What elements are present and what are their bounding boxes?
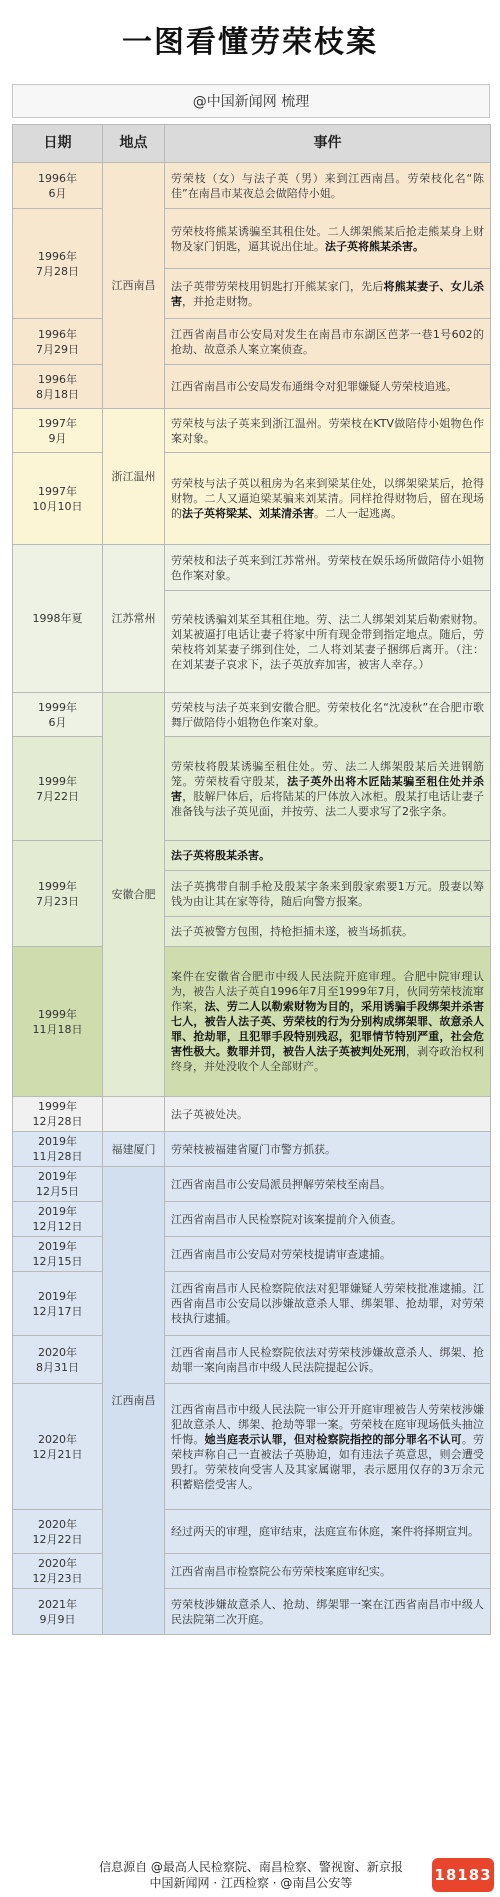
table-row <box>13 1384 491 1510</box>
event-text: ，剥夺政治权利终身，并处没收个人全部财产。 <box>171 1045 485 1073</box>
table-row <box>13 1589 491 1635</box>
row-event: 江西省南昌市检察院公布劳荣枝案庭审纪实。 <box>165 1554 491 1589</box>
event-bold-text: 将熊某妻子、女儿杀害 <box>171 279 485 308</box>
table-row <box>13 1272 491 1336</box>
row-event <box>165 1384 491 1510</box>
event-text: 。劳荣枝声称自己一直被法子英胁迫，如有违法子英意思，则会遭受毁打。劳荣枝向受害人及其家属谢罪，表示愿用仅存的3万余元积蓄赔偿受害人。 <box>171 1432 485 1491</box>
row-event: 法子英携带自制手枪及殷某字条来到殷家索要1万元。殷妻以筹钱为由让其在家等待，随后向警方报案。 <box>165 871 491 917</box>
row-event: 江西省南昌市公安局发布通缉令对犯罪嫌疑人劳荣枝追逃。 <box>165 365 491 409</box>
row-event <box>165 947 491 1097</box>
row-date: 2019年 12月17日 <box>13 1272 103 1336</box>
event-text: 劳荣枝将殷某诱骗至租住处。劳、法二人绑架殷某后关进钢筋笼。劳荣枝看守殷某， <box>171 759 484 788</box>
row-date: 2020年 12月22日 <box>13 1510 103 1554</box>
row-event: 经过两天的审理，庭审结束，法庭宣布休庭，案件将择期宣判。 <box>165 1510 491 1554</box>
table-row <box>13 319 491 365</box>
row-place-empty <box>103 1097 165 1132</box>
event-bold-text: 法子英将熊某杀害。 <box>325 239 424 253</box>
table-row <box>13 545 491 591</box>
row-place: 安徽合肥 <box>103 693 165 1097</box>
source-footer <box>12 1856 490 1894</box>
table-row <box>13 453 491 545</box>
event-bold-text: 法、劳二人以勒索财物为目的，采用诱骗手段绑架并杀害七人，被告人法子英、劳荣枝的行为分别构成绑架罪、故意杀人罪、抢劫罪，且犯罪手段特别残忍，犯罪情节特别严重，社会危害性极大。数罪并罚，被告人法子英被判处死刑 <box>171 1000 485 1058</box>
footer-line-2: 中国新闻网 · 江西检察 · @南昌公安等 <box>149 1876 353 1890</box>
row-event: 劳荣枝与法子英来到安徽合肥。劳荣枝化名“沈凌秋”在合肥市歌舞厅做陪侍小姐物色作案对象。 <box>165 693 491 737</box>
row-event: 劳荣枝诱骗刘某至其租住地。劳、法二人绑架刘某后勒索财物。刘某被逼打电话让妻子将家中所有现金带到指定地点。随后，劳荣枝将刘某妻子绑到住处，二人将刘某妻子捆绑后离开。（注：在刘某妻子哀求下，法子英放弃加害，被害人幸存。） <box>165 591 491 693</box>
table-row <box>13 693 491 737</box>
row-event <box>165 269 491 319</box>
row-date: 1999年 7月22日 <box>13 737 103 841</box>
row-date: 1999年 7月23日 <box>13 841 103 947</box>
row-event: 江西省南昌市公安局对劳荣枝提请审查逮捕。 <box>165 1237 491 1272</box>
row-date: 2019年 12月12日 <box>13 1202 103 1237</box>
timeline-table <box>12 124 491 1635</box>
row-date: 1997年 9月 <box>13 409 103 453</box>
row-event: 法子英被处决。 <box>165 1097 491 1132</box>
site-logo-badge: 18183 <box>432 1858 494 1892</box>
page-subtitle: @中国新闻网 梳理 <box>12 84 490 118</box>
row-date: 1999年 12月28日 <box>13 1097 103 1132</box>
header-place: 地点 <box>103 125 165 163</box>
row-place: 江苏常州 <box>103 545 165 693</box>
event-text: 劳荣枝将熊某诱骗至其租住处。二人绑架熊某后抢走熊某身上财物及家门钥匙，逼其说出住址。 <box>171 224 484 253</box>
row-place: 浙江温州 <box>103 409 165 545</box>
row-date: 2020年 8月31日 <box>13 1336 103 1384</box>
row-event <box>165 453 491 545</box>
table-row <box>13 1237 491 1272</box>
row-date: 2019年 12月15日 <box>13 1237 103 1272</box>
row-date: 2021年 9月9日 <box>13 1589 103 1635</box>
row-event <box>165 841 491 871</box>
event-bold-text: 法子英将殷某杀害。 <box>171 849 270 862</box>
row-date: 1996年 6月 <box>13 163 103 209</box>
row-date: 1996年 7月28日 <box>13 209 103 319</box>
row-date: 2019年 11月28日 <box>13 1132 103 1167</box>
table-row <box>13 737 491 841</box>
row-event <box>165 209 491 269</box>
table-row <box>13 1202 491 1237</box>
row-event: 江西省南昌市人民检察院对该案提前介入侦查。 <box>165 1202 491 1237</box>
row-place: 江西南昌 <box>103 163 165 409</box>
table-row <box>13 1336 491 1384</box>
row-event: 劳荣枝和法子英来到江苏常州。劳荣枝在娱乐场所做陪侍小姐物色作案对象。 <box>165 545 491 591</box>
event-text: 江西省南昌市中级人民法院一审公开开庭审理被告人劳荣枝涉嫌犯故意杀人、绑架、抢劫等罪一案。劳荣枝在庭审现场低头抽泣忏悔。 <box>171 1402 484 1446</box>
table-row <box>13 209 491 269</box>
row-date: 1996年 7月29日 <box>13 319 103 365</box>
row-event: 江西省南昌市人民检察院依法对劳荣枝涉嫌故意杀人、绑架、抢劫罪一案向南昌市中级人民法院提起公诉。 <box>165 1336 491 1384</box>
table-row <box>13 163 491 209</box>
table-row <box>13 1097 491 1132</box>
row-date: 1999年 6月 <box>13 693 103 737</box>
row-place: 江西南昌 <box>103 1167 165 1635</box>
event-bold-text: 法子英将梁某、刘某清杀害 <box>182 507 314 520</box>
row-event: 江西省南昌市人民检察院依法对犯罪嫌疑人劳荣枝批准逮捕。江西省南昌市公安局以涉嫌故意杀人罪、绑架罪、抢劫罪，对劳荣枝执行逮捕。 <box>165 1272 491 1336</box>
header-date: 日期 <box>13 125 103 163</box>
row-place: 福建厦门 <box>103 1132 165 1167</box>
event-text: ，并抢走财物。 <box>182 294 259 308</box>
row-date: 1996年 8月18日 <box>13 365 103 409</box>
row-event <box>165 737 491 841</box>
row-date: 2019年 12月5日 <box>13 1167 103 1202</box>
table-row <box>13 1510 491 1554</box>
row-event: 江西省南昌市公安局对发生在南昌市东湖区芭茅一巷1号602的抢劫、故意杀人案立案侦查。 <box>165 319 491 365</box>
row-date: 1998年夏 <box>13 545 103 693</box>
row-event: 劳荣枝（女）与法子英（男）来到江西南昌。劳荣枝化名“陈佳”在南昌市某夜总会做陪侍小姐。 <box>165 163 491 209</box>
event-text: 案件在安徽省合肥市中级人民法院开庭审理。合肥中院审理认为，被告人法子英自1996年7月至1999年7月，伙同劳荣枝流窜作案， <box>171 970 484 1013</box>
event-bold-text: 她当庭表示认罪，但对检察院指控的部分罪名不认可 <box>204 1432 462 1446</box>
table-row <box>13 1554 491 1589</box>
table-row <box>13 1132 491 1167</box>
row-event: 劳荣枝被福建省厦门市警方抓获。 <box>165 1132 491 1167</box>
table-row <box>13 841 491 871</box>
row-event: 劳荣枝与法子英来到浙江温州。劳荣枝在KTV做陪侍小姐物色作案对象。 <box>165 409 491 453</box>
table-row <box>13 365 491 409</box>
event-text: 法子英带劳荣枝用钥匙打开熊某家门，先后 <box>171 279 384 293</box>
event-bold-text: 法子英外出将木匠陆某骗至租住处并杀害 <box>171 774 485 803</box>
event-text: 劳荣枝与法子英以租房为名来到梁某住处，以绑架梁某后，抢得财物。二人又逼迫梁某骗来刘某清。同样抢得财物后，留在现场的 <box>171 477 484 520</box>
table-row <box>13 409 491 453</box>
row-event: 江西省南昌市公安局派员押解劳荣枝至南昌。 <box>165 1167 491 1202</box>
header-event: 事件 <box>165 125 491 163</box>
row-date: 1997年 10月10日 <box>13 453 103 545</box>
page-title: 一图看懂劳荣枝案 <box>122 25 378 60</box>
row-event: 劳荣枝涉嫌故意杀人、抢劫、绑架罪一案在江西省南昌市中级人民法院第二次开庭。 <box>165 1589 491 1635</box>
row-date: 2020年 12月21日 <box>13 1384 103 1510</box>
event-text: 。二人一起逃离。 <box>314 507 402 520</box>
footer-line-1: 信息源自 @最高人民检察院、南昌检察、警视窗、新京报 <box>99 1860 403 1874</box>
row-date: 1999年 11月18日 <box>13 947 103 1097</box>
table-row <box>13 1167 491 1202</box>
table-row <box>13 947 491 1097</box>
row-event: 法子英被警方包围，持枪拒捕未遂，被当场抓获。 <box>165 917 491 947</box>
table-header-row <box>13 125 491 163</box>
event-text: ，肢解尸体后，后将陆某的尸体放入冰柜。殷某打电话让妻子准备钱与法子英见面，并按劳、法二人要求写了2张字条。 <box>171 789 485 818</box>
row-date: 2020年 12月23日 <box>13 1554 103 1589</box>
